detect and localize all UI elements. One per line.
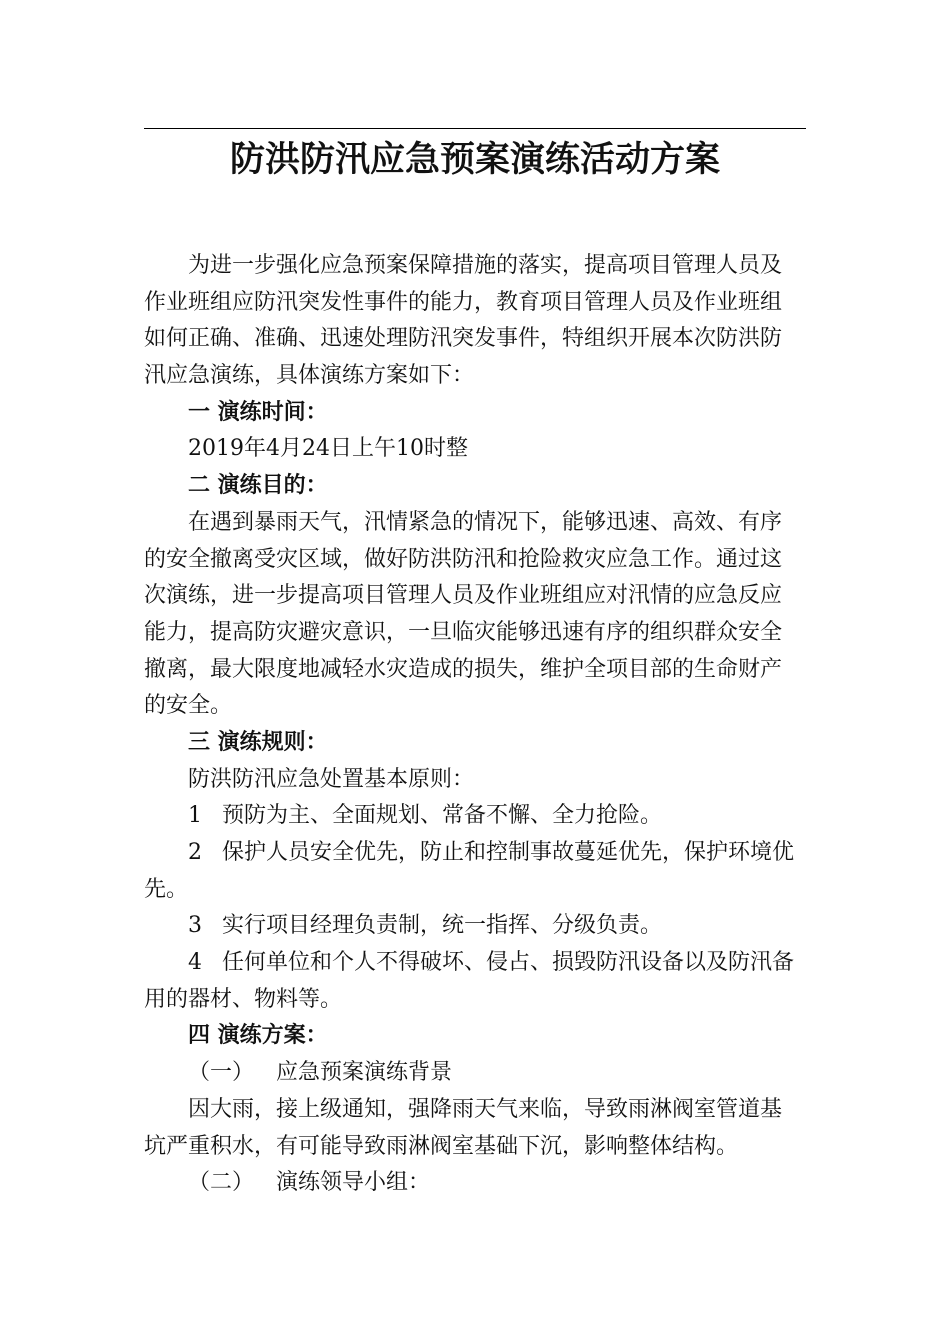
rule-number: 3 <box>188 913 202 939</box>
section-heading-rules: 三 演练规则： <box>188 729 328 755</box>
purpose-line: 的安全。 <box>144 693 233 719</box>
subsection-background <box>144 1055 806 1092</box>
purpose-line: 在遇到暴雨天气，汛情紧急的情况下，能够迅速、高效、有序 <box>188 509 783 535</box>
background-line: 因大雨，接上级通知，强降雨天气来临，导致雨淋阀室管道基 <box>188 1096 783 1122</box>
intro-line: 作业班组应防汛突发性事件的能力，教育项目管理人员及作业班组 <box>144 289 783 315</box>
section-heading-time: 一 演练时间： <box>188 399 328 425</box>
subsection-leadership <box>144 1165 806 1202</box>
rule-item <box>144 908 806 945</box>
purpose-line: 次演练，进一步提高项目管理人员及作业班组应对汛情的应急反应 <box>144 583 783 609</box>
rule-text: 保护人员安全优先，防止和控制事故蔓延优先，保护环境优 <box>222 840 795 865</box>
rule-item <box>144 798 806 835</box>
intro-line: 汛应急演练，具体演练方案如下： <box>144 363 475 389</box>
rule-item <box>144 945 806 982</box>
subsection-title: 应急预案演练背景 <box>276 1060 453 1086</box>
purpose-line: 的安全撤离受灾区域，做好防洪防汛和抢险救灾应急工作。通过这 <box>144 546 783 572</box>
purpose-line: 撤离，最大限度地减轻水灾造成的损失，维护全项目部的生命财产 <box>144 656 783 682</box>
intro-line: 如何正确、准确、迅速处理防汛突发事件，特组织开展本次防洪防 <box>144 326 783 352</box>
rule-number: 4 <box>188 950 202 976</box>
background-line: 坑严重积水，有可能导致雨淋阀室基础下沉，影响整体结构。 <box>144 1133 739 1159</box>
purpose-line: 能力，提高防灾避灾意识，一旦临灾能够迅速有序的组织群众安全 <box>144 619 783 645</box>
section-heading-purpose: 二 演练目的： <box>188 473 328 499</box>
principle-text: 防洪防汛应急处置基本原则： <box>188 766 475 792</box>
section-heading-plan: 四 演练方案： <box>188 1023 328 1049</box>
drill-time-text: 2019年4月24日上午10时整 <box>188 436 468 462</box>
document-title: 防洪防汛应急预案演练活动方案 <box>229 139 720 180</box>
rule-number: 1 <box>188 803 202 829</box>
rule-text: 预防为主、全面规划、常备不懈、全力抢险。 <box>222 803 663 829</box>
document-body <box>144 248 806 1202</box>
rule-continuation: 用的器材、物料等。 <box>144 986 343 1012</box>
subsection-label: （二） <box>188 1170 255 1196</box>
intro-line: 为进一步强化应急预案保障措施的落实，提高项目管理人员及 <box>188 253 783 278</box>
header-rule <box>144 128 806 129</box>
rule-text: 实行项目经理负责制，统一指挥、分级负责。 <box>222 913 663 939</box>
subsection-label: （一） <box>188 1060 255 1086</box>
subsection-title: 演练领导小组： <box>276 1170 431 1196</box>
rule-text: 任何单位和个人不得破坏、侵占、损毁防汛设备以及防汛备 <box>222 950 795 976</box>
rule-continuation: 先。 <box>144 876 189 902</box>
rule-item <box>144 835 806 872</box>
rule-number: 2 <box>188 840 202 865</box>
